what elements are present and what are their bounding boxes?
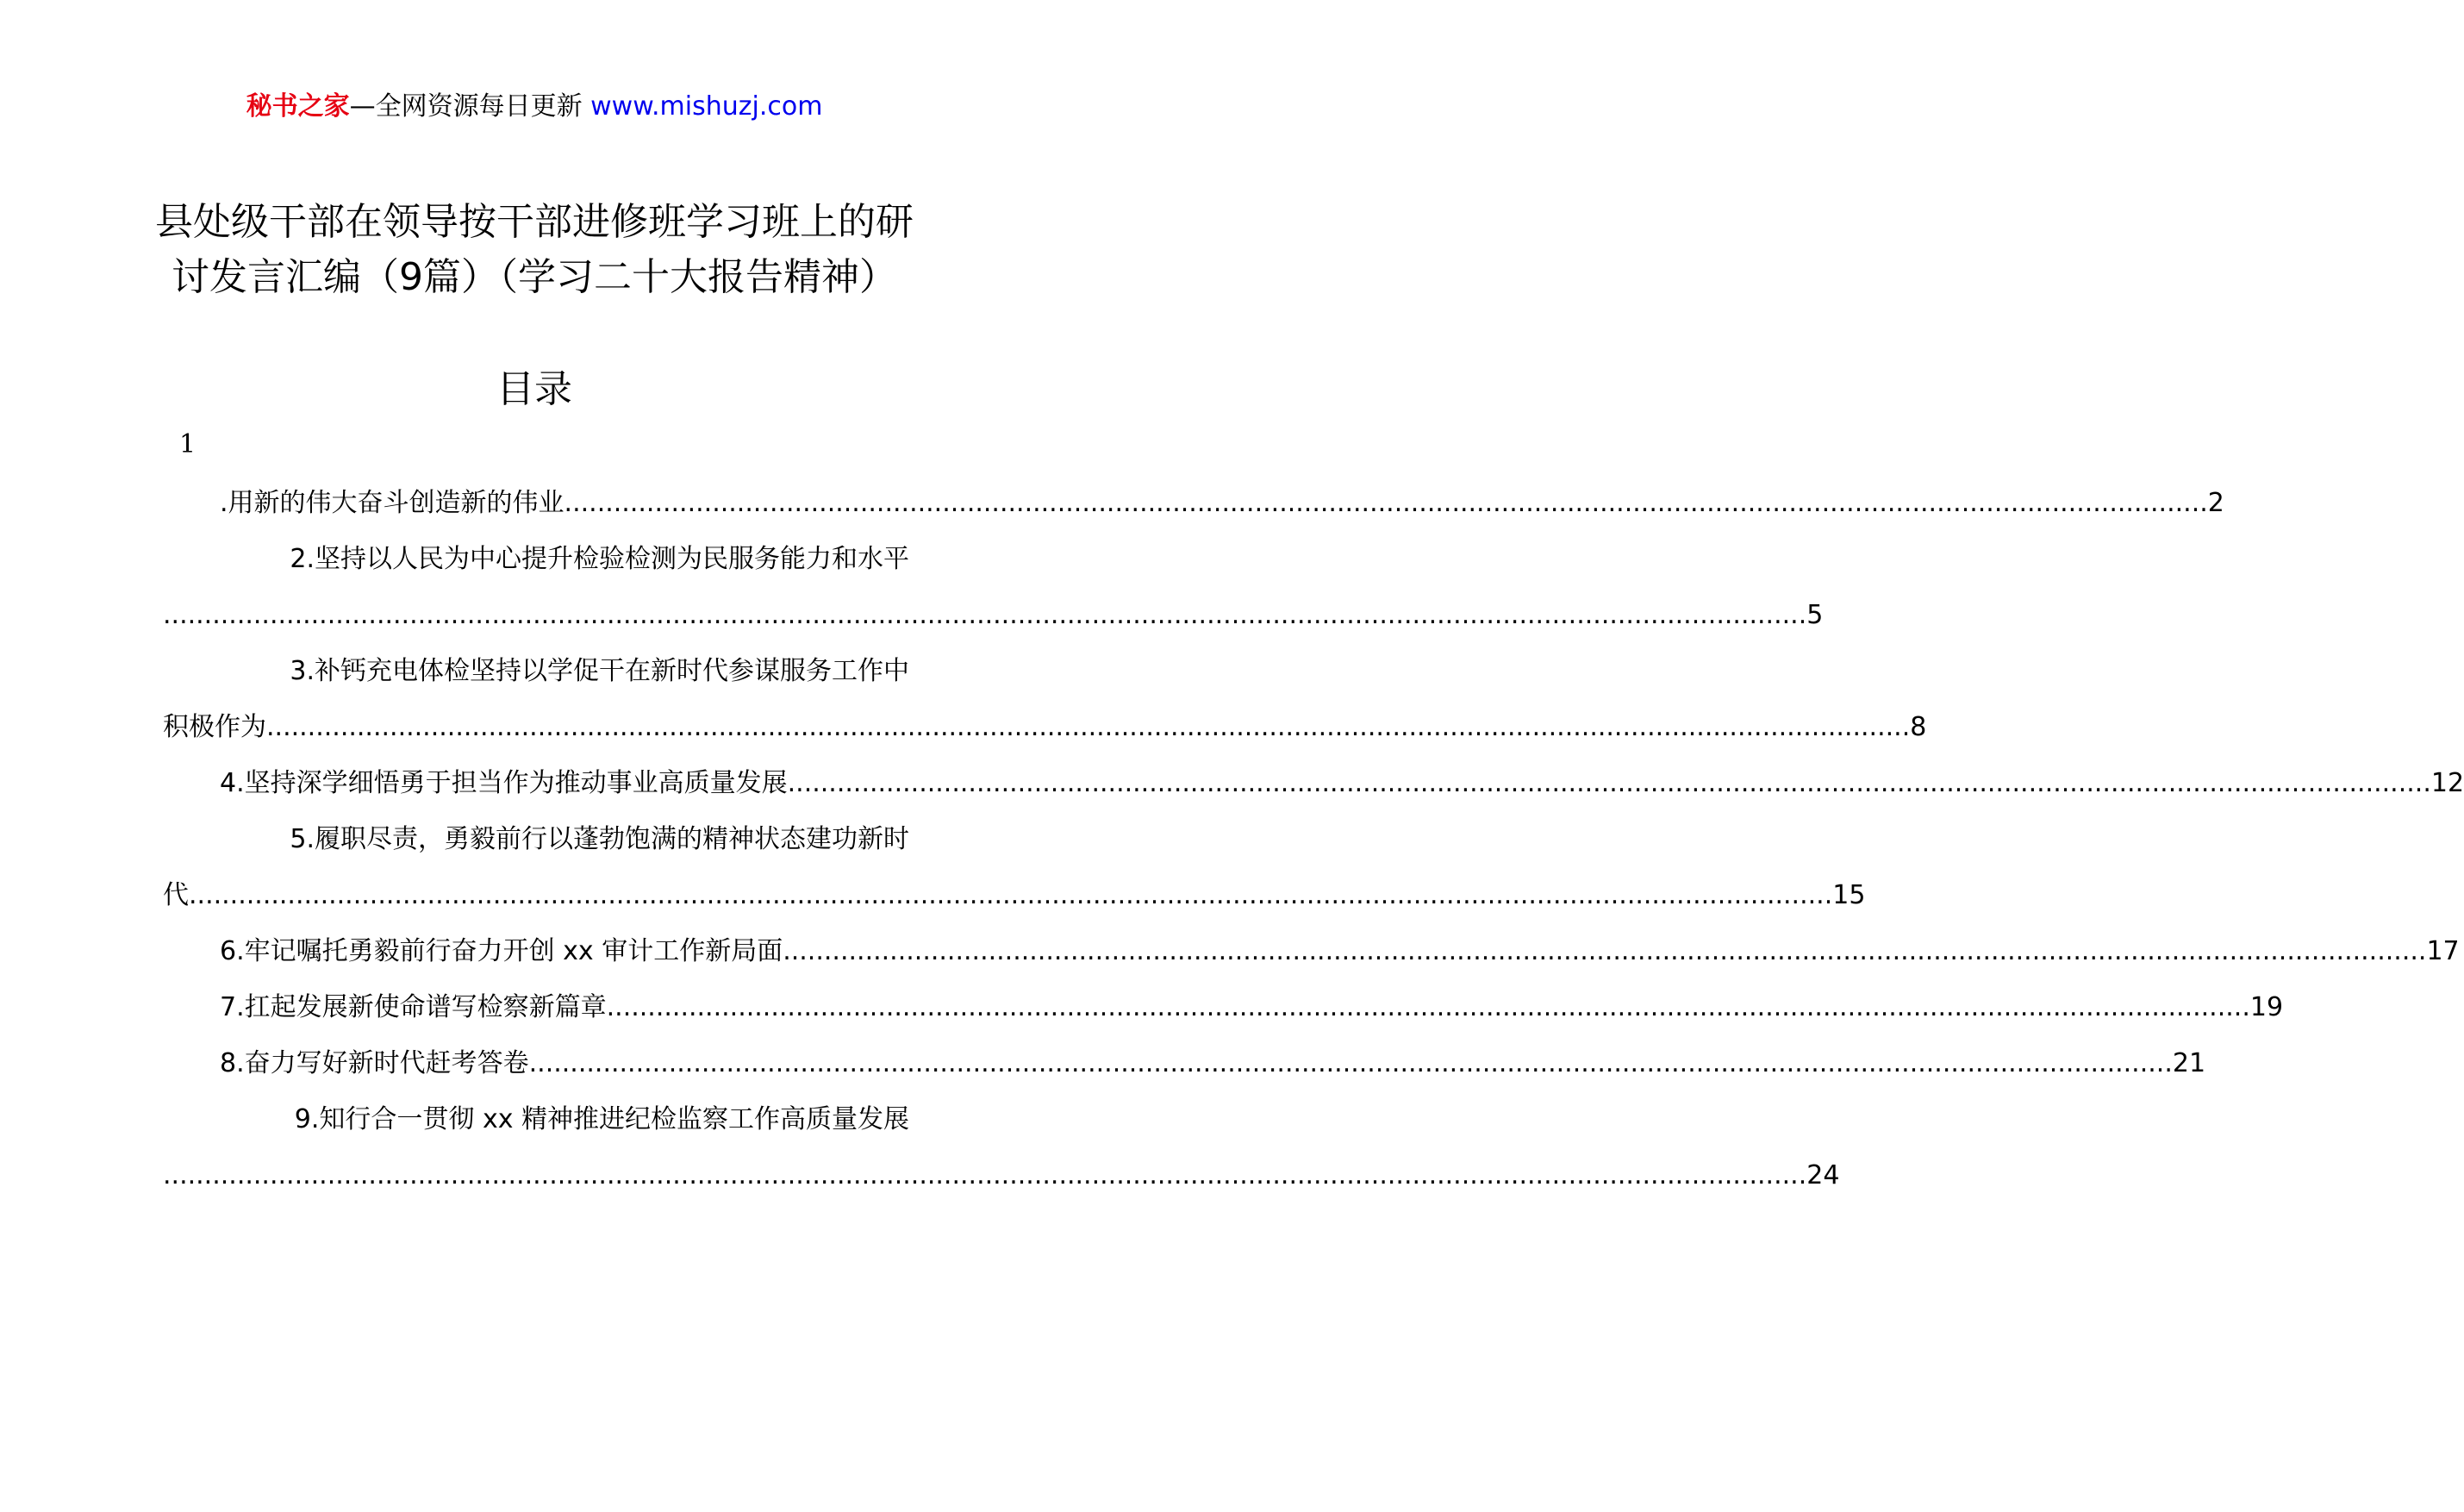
toc-entry-title: 2.坚持以人民为中心提升检验检测为民服务能力和水平 bbox=[290, 544, 909, 574]
toc-entry-title-line1: 3.补钙充电体检坚持以学促干在新时代参谋服务工作中 bbox=[290, 656, 909, 686]
toc-leader: ........................................................................................................................................................................................................ bbox=[606, 992, 2250, 1022]
site-tagline: —全网资源每日更新 bbox=[349, 91, 583, 122]
toc-entry-page: 17 bbox=[2426, 936, 2460, 966]
toc-entry-page: 19 bbox=[2249, 992, 2284, 1022]
toc-entry[interactable] bbox=[163, 643, 1927, 755]
toc-entry[interactable] bbox=[163, 979, 2284, 1035]
toc-entry-title: .用新的伟大奋斗创造新的伟业 bbox=[220, 488, 565, 518]
toc-entry-title: 4.坚持深学细悟勇于担当作为推动事业高质量发展 bbox=[220, 768, 788, 798]
toc-entry-page: 21 bbox=[2172, 1048, 2206, 1078]
toc-entry-title-line1: 5.履职尽责，勇毅前行以蓬勃饱满的精神状态建功新时 bbox=[290, 824, 909, 854]
site-header bbox=[0, 90, 1069, 124]
toc-leader: ........................................................................................................................................................................................................ bbox=[783, 936, 2427, 966]
toc-entry-page: 12 bbox=[2430, 768, 2464, 798]
toc-entry-page: 8 bbox=[1910, 712, 1927, 742]
toc-leader: ........................................................................................................................................................................................................ bbox=[163, 600, 1807, 630]
list-marker: 1 bbox=[179, 429, 196, 459]
brand-name: 秘书之家 bbox=[246, 91, 350, 122]
toc-leader: ........................................................................................................................................................................................................ bbox=[163, 1160, 1807, 1190]
toc-entry-page: 5 bbox=[1806, 600, 1824, 630]
toc-entry-title-line2: 代 bbox=[163, 880, 189, 910]
toc-heading: 目录 bbox=[496, 367, 572, 411]
toc-entry-title: 8.奋力写好新时代赶考答卷 bbox=[220, 1048, 529, 1078]
table-of-contents bbox=[163, 475, 2464, 1203]
toc-leader: ........................................................................................................................................................................................................ bbox=[564, 488, 2208, 518]
toc-entry-page: 15 bbox=[1832, 880, 1866, 910]
toc-entry[interactable] bbox=[163, 1091, 1840, 1203]
toc-leader: ........................................................................................................................................................................................................ bbox=[528, 1048, 2173, 1078]
toc-entry-page: 2 bbox=[2207, 488, 2224, 518]
toc-entry-title: 7.扛起发展新使命谱写检察新篇章 bbox=[220, 992, 607, 1022]
toc-entry[interactable] bbox=[163, 531, 1824, 643]
toc-leader: ........................................................................................................................................................................................................ bbox=[787, 768, 2431, 798]
toc-entry-title: 9.知行合一贯彻 xx 精神推进纪检监察工作高质量发展 bbox=[294, 1104, 909, 1134]
toc-entry[interactable] bbox=[163, 475, 2224, 531]
document-title: 县处级干部在领导按干部进修班学习班上的研讨发言汇编（9篇）（学习二十大报告精神） bbox=[155, 200, 914, 299]
toc-leader: ........................................................................................................................................................................................................ bbox=[189, 880, 1833, 910]
toc-leader: ........................................................................................................................................................................................................ bbox=[266, 712, 1911, 742]
site-url-link[interactable]: www.mishuzj.com bbox=[590, 91, 823, 122]
toc-entry[interactable] bbox=[163, 923, 2460, 979]
toc-entry[interactable] bbox=[163, 1035, 2206, 1091]
toc-entry-title: 6.牢记嘱托勇毅前行奋力开创 xx 审计工作新局面 bbox=[220, 936, 783, 966]
toc-entry-page: 24 bbox=[1806, 1160, 1840, 1190]
toc-entry[interactable] bbox=[163, 755, 2464, 811]
toc-entry[interactable] bbox=[163, 811, 1866, 923]
toc-entry-title-line2: 积极作为 bbox=[163, 712, 266, 742]
